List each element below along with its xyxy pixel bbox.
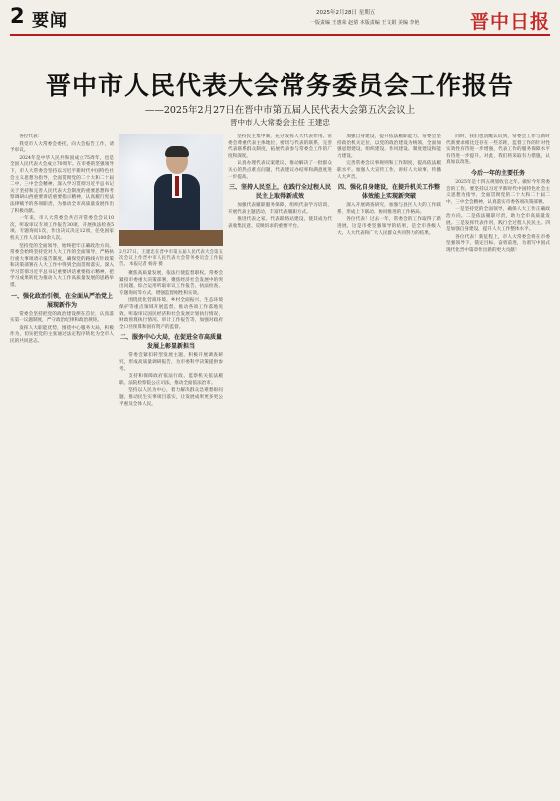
section-heading: 今后一年的主要任务	[470, 169, 525, 177]
paragraph: 各位代表！新征程上，市人大常委会将在市委坚强领导下，锚定目标、奋勇前进，为谱写中国式现代化晋中篇章作出新的更大贡献！	[446, 234, 550, 253]
page-number: 2	[10, 4, 25, 28]
paragraph: 加强自身建设，提升依法履职能力。常委会坚持政治机关定位，以党的政治建设为统领，全面加强思想建设、组织建设、作风建设、制度建设和能力建设。	[337, 134, 441, 159]
section-heading: 三、坚持人民至上，在践行全过程人民民主上取得新成效	[228, 184, 331, 201]
column-2	[119, 134, 223, 795]
paragraph: 加强代表履职服务保障，组织代表学习培训，开展代表主题活动，丰富代表履职方式。	[228, 203, 332, 215]
article-subtitle: ——2025年2月27日在晋中市第五届人民代表大会第五次会议上	[144, 105, 416, 116]
paragraph: 各位代表！过去一年，常委会的工作取得了新进展，这是市委坚强领导的结果，是全市各级人大、人大代表和广大人民群众共同努力的结果。	[337, 217, 441, 236]
paragraph: 各位代表：	[19, 134, 43, 139]
paragraph: 一年来，市人大常委会共召开常委会会议10次，听取审议专项工作报告30项，开展执法检查5项、专题询问1次，作出决议决定12项，任免国家机关工作人员100余人次。	[10, 216, 114, 241]
paragraph: 一是坚持党的全面领导，确保人大工作正确政治方向。二是依法履职尽责，助力全市高质量发展。三是发挥代表作用，践行全过程人民民主。四是加强自身建设，提升人大工作整体水平。	[446, 207, 550, 233]
paragraph: 坚持民主集中制，充分发挥人大代表作用。常委会尊重代表主体地位，密切与代表的联系，完善代表联系群众制度，拓展代表参与常委会工作的广度和深度。	[228, 134, 332, 159]
issue-date: 2025年2月28日 星期五	[316, 10, 376, 16]
paragraph: 坚持以人民为中心，着力解决群众急难愁盼问题，推动民生实事项目落实，让发展成果更多更公平惠及全体人民。	[119, 388, 223, 407]
article-title: 晋中市人民代表大会常务委员会工作报告	[45, 71, 514, 100]
paragraph: 同时，我们也清醒认识到，常委会工作与新时代新要求相比还存在一些差距，监督工作的针对性实效性有待进一步增强，代表工作的服务保障水平有待进一步提升。对此，我们将采取有力措施，认真加以改进。	[446, 134, 550, 166]
paragraph: 常委会紧扣转型发展主题，积极开展调查研究，形成高质量调研报告，为市委科学决策提供参考。	[119, 353, 223, 372]
article-photo	[119, 134, 223, 246]
paragraph: 常委会坚持把党的政治建设摆在首位，认真落实第一议题制度，严守政治纪律和政治规矩。	[10, 311, 114, 324]
paragraph: 完善常委会议事规则和工作制度，提高依法履职水平。加强人大宣传工作，讲好人大故事，传播人大声音。	[337, 161, 441, 180]
column-3	[228, 134, 332, 795]
photo-caption: 2月27日，王建忠在晋中市第五届人民代表大会第五次会议上作晋中市人民代表大会常务委员会工作报告。 本报记者 杨涛 摄	[119, 250, 223, 267]
podium	[119, 230, 223, 246]
column-1	[10, 134, 114, 795]
paragraph: 发挥人大职能优势，围绕中心服务大局，积极作为，切实把党的主张通过法定程序转化为全市人民的共同意志。	[10, 325, 114, 345]
paragraph: 坚持党的全面领导，始终把牢正确政治方向。常委会始终坚持党对人大工作的全面领导，严格执行重大事项请示报告制度，确保党的路线方针政策和决策部署在人大工作中得到全面贯彻落实。深入学习贯彻习近平总书记重要讲话重要指示精神，把学习成果转化为推动人大工作高质量发展的思路举措。	[10, 243, 114, 289]
section-name: 要闻	[32, 11, 68, 31]
article-byline: 晋中市人大常委会主任 王建忠	[230, 118, 330, 127]
section-heading: 一、强化政治引领，在全面从严治党上展现新作为	[10, 292, 113, 309]
paragraph: 认真办理代表议案建议，推动解决了一批群众关心的热点难点问题，代表建议办结率和满意度进一步提高。	[228, 161, 332, 180]
paragraph: 围绕优化营商环境、乡村全面振兴、生态环境保护等重点领域开展监督，推动各项工作落地见效。听取审议国民经济和社会发展计划执行情况、财政预算执行情况、审计工作报告等，加强对政府全口径预算和国有资产的监督。	[119, 298, 223, 330]
paragraph: 2024年是中华人民共和国成立75周年，也是全国人民代表大会成立70周年。在市委的坚强领导下，市人大常委会坚持以习近平新时代中国特色社会主义思想为指导，全面贯彻党的二十大和二十届二中、三中全会精神，深入学习贯彻习近平总书记关于坚持和完善人民代表大会制度的重要思想和考察调研山西重要讲话重要指示精神，认真履行宪法法律赋予的各项职责，为推动全市高质量发展作出了积极贡献。	[10, 155, 114, 214]
article-body	[10, 134, 550, 795]
paragraph: 推进代表之家、代表联络站建设，使其成为代表收集民意、反映诉求的重要平台。	[228, 217, 332, 229]
paragraph: 2025年是十四五规划收官之年。做好今年常委会的工作，要坚持以习近平新时代中国特色社会主义思想为指导，全面贯彻党的二十大和二十届二中、三中全会精神，认真落实市委各项决策部署。	[446, 179, 550, 205]
newspaper-logo: 晋中日报	[469, 11, 550, 33]
paragraph: 我受市人大常委会委托，向大会报告工作，请予审议。	[10, 141, 114, 154]
column-5	[446, 134, 550, 795]
section-heading: 二、服务中心大局，在促进全市高质量发展上彰显新担当	[119, 334, 222, 351]
section-heading: 四、强化自身建设，在提升机关工作整体效能上实现新突破	[337, 184, 440, 201]
paragraph: 聚焦高质量发展，依法行使监督职权。常委会紧扣市委重大决策部署，聚焦经济社会发展中的突出问题，综合运用听取审议工作报告、执法检查、专题询问等方式，增强监督刚性和实效。	[119, 271, 223, 296]
column-4	[337, 134, 441, 795]
editor-credits: 一版责编 王惠荣 赵倩 本版责编 王文娟 美编 李艳	[310, 20, 420, 26]
paragraph: 支持和保障政府依法行政、监察机关依法履职、法院检察院公正司法，推动全面依法治市。	[119, 374, 223, 386]
masthead	[10, 6, 550, 36]
paragraph: 深入开展调查研究，加强与县区人大的工作联系，形成上下联动、协同推进的工作格局。	[337, 203, 441, 215]
